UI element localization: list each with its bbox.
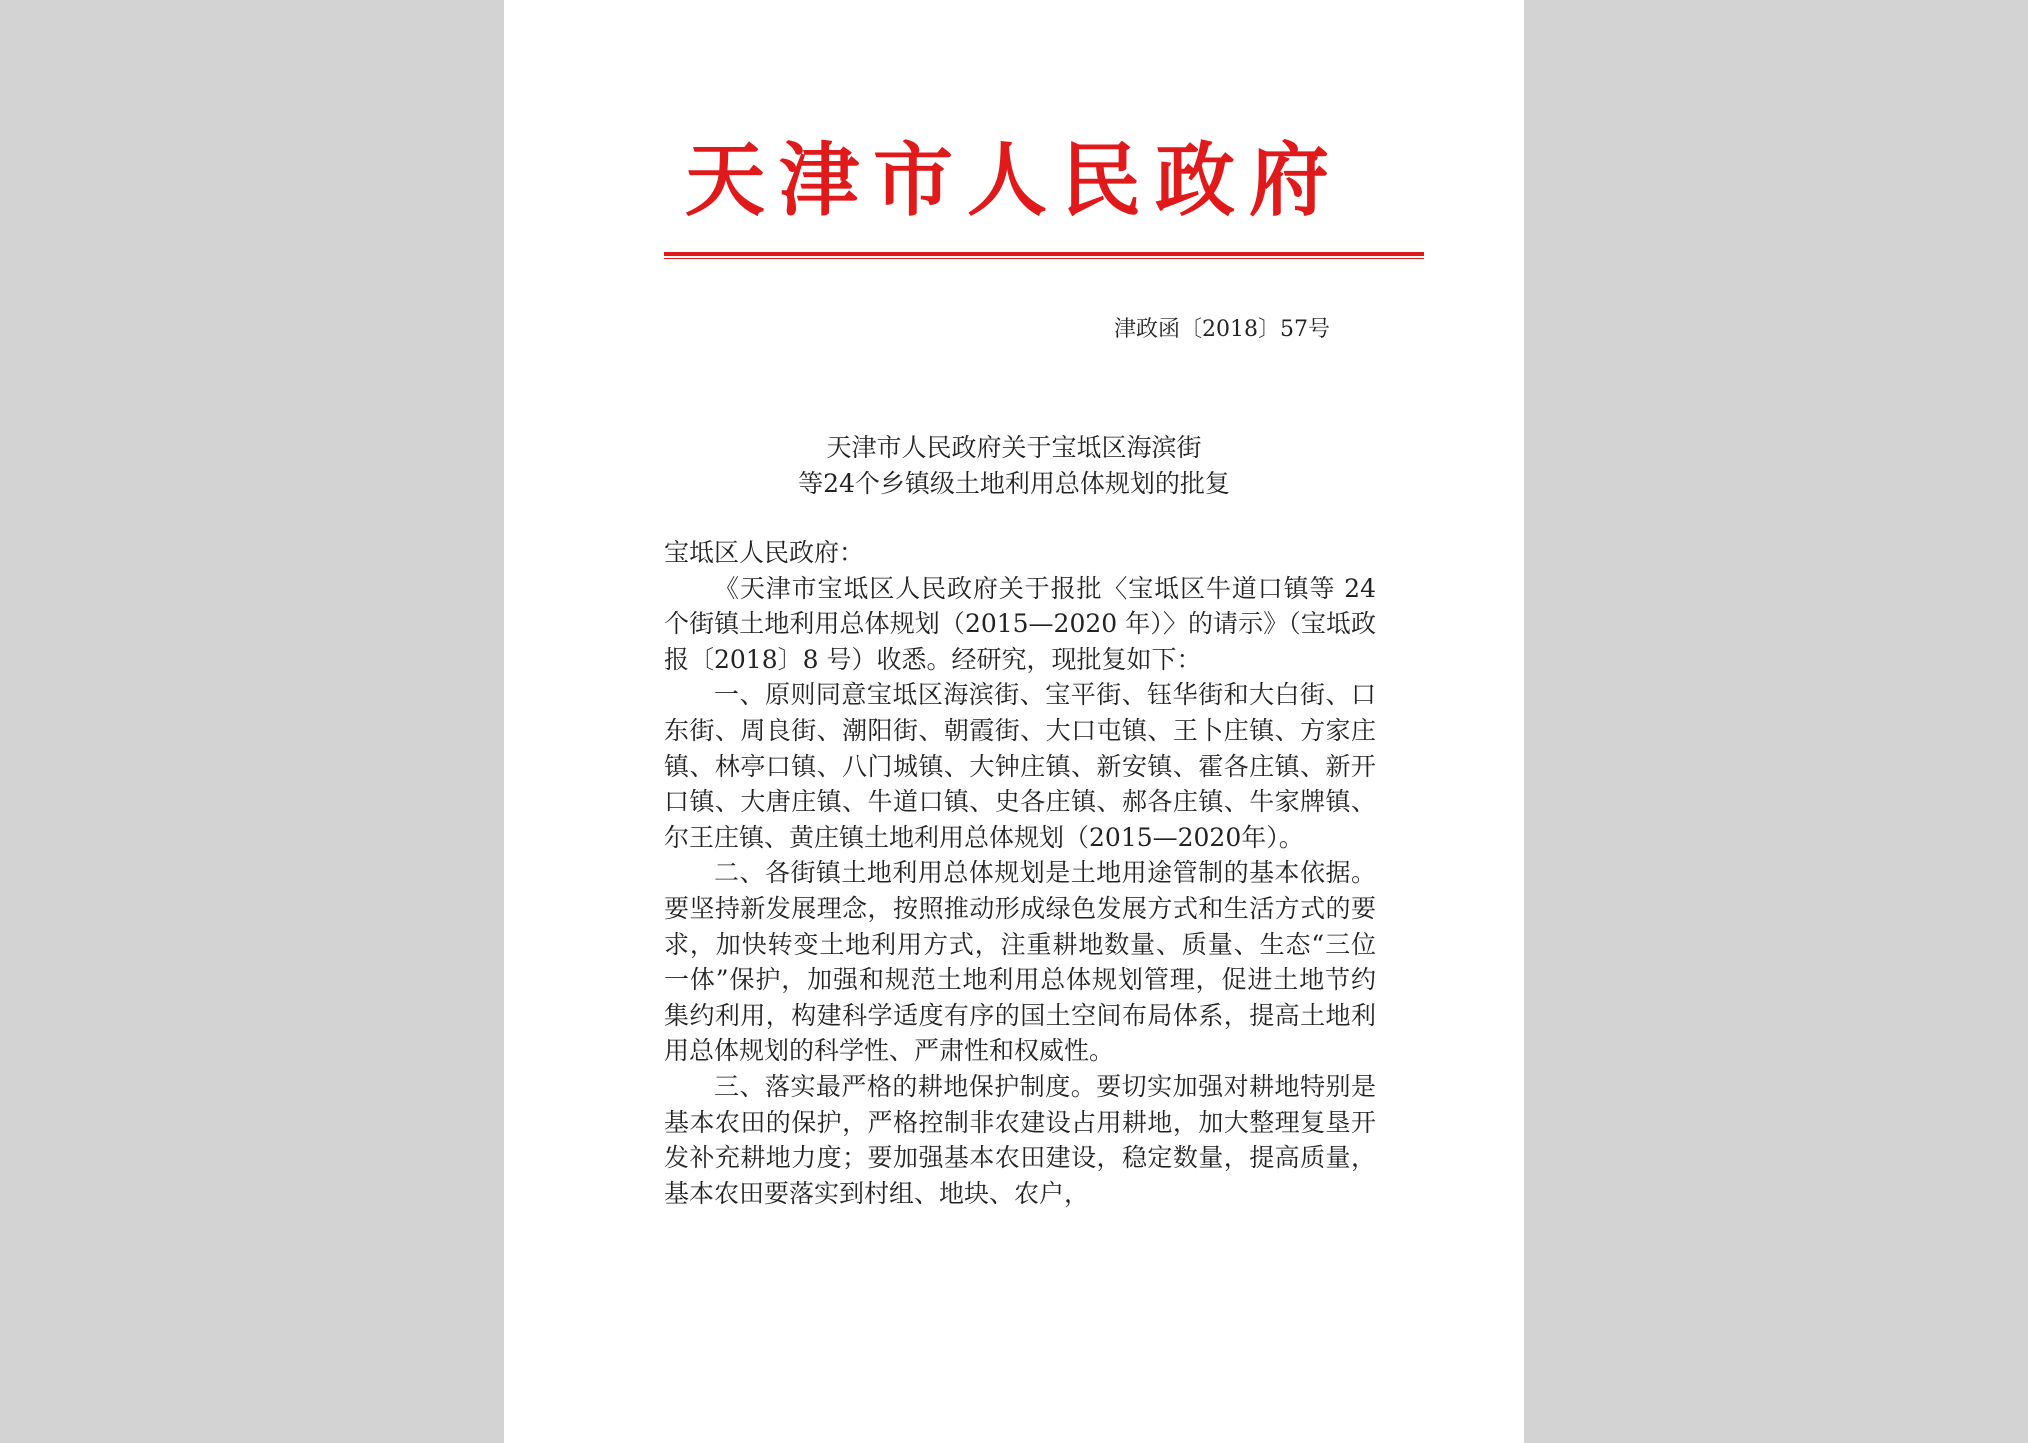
masthead-title: 天津市人民政府 <box>685 133 1343 227</box>
document-number: 津政函〔2018〕57号 <box>1114 317 1330 342</box>
title-line-2: 等24个乡镇级土地利用总体规划的批复 <box>798 469 1230 498</box>
red-rule-thin-line <box>664 258 1424 259</box>
paragraph-intro: 《天津市宝坻区人民政府关于报批〈宝坻区牛道口镇等 24 个街镇土地利用总体规划（2015—2020 年）〉的请示》（宝坻政报〔2018〕8 号）收悉。经研究，现批复如下： <box>664 573 1376 674</box>
paragraph-1: 一、原则同意宝坻区海滨街、宝平街、钰华街和大白街、口东街、周良街、潮阳街、朝霞街、大口屯镇、王卜庄镇、方家庄镇、林亭口镇、八门城镇、大钟庄镇、新安镇、霍各庄镇、新开口镇、大唐庄镇、牛道口镇、史各庄镇、郝各庄镇、牛家牌镇、尔王庄镇、黄庄镇土地利用总体规划（2015—2020年）。 <box>664 680 1376 852</box>
red-rule-line <box>664 252 1424 256</box>
paragraph-3: 三、落实最严格的耕地保护制度。要切实加强对耕地特别是基本农田的保护，严格控制非农建设占用耕地，加大整理复垦开发补充耕地力度；要加强基本农田建设，稳定数量，提高质量，基本农田要落实到村组、地块、农户， <box>664 1071 1376 1208</box>
title-line-1: 天津市人民政府关于宝坻区海滨街 <box>826 433 1202 462</box>
document-title <box>504 430 1524 502</box>
document-body <box>664 535 1376 1211</box>
salutation: 宝坻区人民政府： <box>664 538 865 567</box>
paragraph-2: 二、各街镇土地利用总体规划是土地用途管制的基本依据。要坚持新发展理念，按照推动形成绿色发展方式和生活方式的要求，加快转变土地利用方式，注重耕地数量、质量、生态“三位一体”保护，加强和规范土地利用总体规划管理，促进土地节约集约利用，构建科学适度有序的国土空间布局体系，提高土地利用总体规划的科学性、严肃性和权威性。 <box>664 858 1376 1066</box>
document-page <box>504 0 1524 1443</box>
